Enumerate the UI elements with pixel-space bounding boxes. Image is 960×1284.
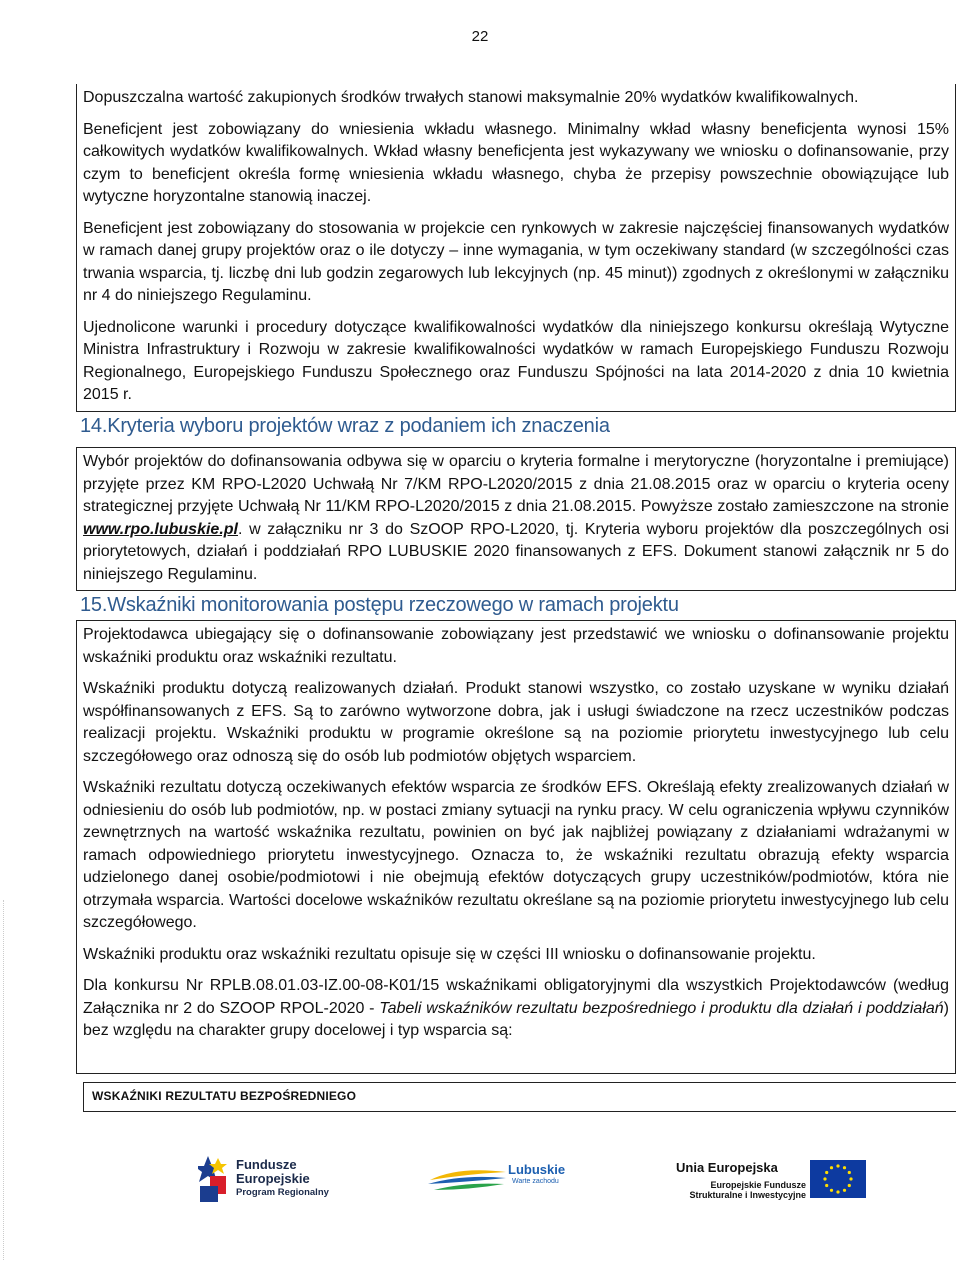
fe-line2: Europejskie bbox=[236, 1171, 310, 1186]
fe-star-icon bbox=[198, 1154, 232, 1204]
eligibility-box bbox=[76, 84, 956, 412]
eu-line2: Strukturalne i Inwestycyjne bbox=[689, 1190, 806, 1200]
page-number: 22 bbox=[471, 28, 489, 45]
fe-text bbox=[236, 1158, 329, 1200]
table-header: WSKAŹNIKI REZULTATU BEZPOŚREDNIEGO bbox=[92, 1089, 357, 1103]
section-14-heading: 14.Kryteria wyboru projektów wraz z podaniem ich znaczenia bbox=[80, 415, 610, 437]
paragraph: Dopuszczalna wartość zakupionych środków trwałych stanowi maksymalnie 20% wydatków kwalifikowalnych. bbox=[83, 89, 859, 106]
lubuskie-wave-icon bbox=[428, 1162, 508, 1202]
rpo-website-link[interactable]: www.rpo.lubuskie.pl bbox=[83, 520, 238, 538]
lubuskie-logo bbox=[428, 1150, 588, 1210]
paragraph bbox=[83, 975, 949, 1043]
lubuskie-tagline: Warte zachodu bbox=[512, 1178, 559, 1185]
eu-title: Unia Europejska bbox=[676, 1160, 778, 1175]
paragraph: Wskaźniki rezultatu dotyczą oczekiwanych efektów wsparcia ze środków EFS. Określają efekty zrealizowanych działań w odniesieniu do osób lub podmiotów, np. w postaci zmiany sytuacji na rynku pracy. W celu ograniczenia wpływu czynników zewnętrznych na wartość wskaźnika rezultatu, powinien on być jak najbliżej powiązany z działaniami wdrażanymi w ramach odpowiedniego priorytetu inwestycyjnego. Oznacza to, że wskaźniki rezultatu obrazują efekty wsparcia udzielonego danej osobie/podmiotowi i nie obejmują efektów dotyczących grupy uczestników/podmiotów, która nie otrzymała wsparcia. Wartości docelowe wskaźników rezultatu określane są na poziomie priorytetu inwestycyjnego lub celu szczegółowego. bbox=[83, 779, 949, 931]
text-segment: Dla konkursu Nr RPLB.08.01.03-IZ.00-08-K01/15 wskaźnikami obligatoryjnymi dla wszystkich Projektodawców (według Załącznika nr 2 do SZOOP RPOL-2020 - bbox=[83, 977, 949, 1017]
section-14-box bbox=[76, 447, 956, 591]
paragraph: Beneficjent jest zobowiązany do wniesienia wkładu własnego. Minimalny wkład własny beneficjenta wynosi 15% całkowitych wydatków kwalifikowalnych. Wkład własny beneficjenta jest wykazywany we wniosku o dofinansowanie, przy czym to beneficjent określa formę wniesienia wkładu własnego, chyba że przepisy powszechnie obowiązujące lub wytyczne horyzontalne stanowią inaczej. bbox=[83, 120, 949, 205]
eu-logo bbox=[660, 1150, 860, 1210]
paragraph: Beneficjent jest zobowiązany do stosowania w projekcie cen rynkowych w zakresie najczęściej finansowanych wydatków w ramach danej grupy projektów oraz o ile dotyczy – inne wymagania, w tym oczekiwany standard (w szczególności czas trwania wsparcia, tj. liczbę dni lub godzin zegarowych lub lekcyjnych (np. 45 minut)) zgodnych z określonymi w załączniku nr 4 do niniejszego Regulaminu. bbox=[83, 219, 949, 304]
paragraph: Projektodawca ubiegający się o dofinansowanie zobowiązany jest przedstawić we wniosku o dofinansowanie projektu wskaźniki produktu oraz wskaźniki rezultatu. bbox=[83, 626, 949, 666]
text-segment: . w załączniku nr 3 do SzOOP RPO-L2020, tj. Kryteria wyboru projektów dla poszczególnych osi priorytetowych, działań i poddziałań RPO LUBUSKIE 2020 finansowanych z EFS. Dokument stanowi załącznik nr 5 do niniejszego Regulaminu. bbox=[83, 520, 949, 583]
lubuskie-name: Lubuskie bbox=[508, 1162, 566, 1177]
eu-flag-icon bbox=[810, 1160, 866, 1198]
eu-stars-icon bbox=[810, 1160, 866, 1198]
fe-line3: Program Regionalny bbox=[236, 1187, 329, 1198]
paragraph bbox=[83, 451, 949, 586]
eu-line1: Europejskie Fundusze bbox=[710, 1180, 806, 1190]
footer-logos bbox=[0, 1150, 960, 1220]
section-15-heading: 15.Wskaźniki monitorowania postępu rzeczowego w ramach projektu bbox=[80, 594, 679, 616]
result-indicators-table bbox=[83, 1082, 956, 1112]
scan-margin-dots bbox=[3, 900, 8, 1260]
italic-segment: Tabeli wskaźników rezultatu bezpośredniego i produktu dla działań i poddziałań bbox=[379, 999, 944, 1017]
text-segment: Wybór projektów do dofinansowania odbywa się w oparciu o kryteria formalne i merytoryczne (horyzontalne i premiujące) przyjęte przez KM RPO-L2020 Uchwałą Nr 7/KM RPO-L2020/2015 z dnia 21.08.2015 oraz w oparciu o kryteria oceny strategicznej przyjęte Uchwałą Nr 11/KM RPO-L2020/2015 z dnia 21.08.2015. Powyższe zostało zamieszczone na stronie bbox=[83, 453, 949, 515]
fe-line1: Fundusze bbox=[236, 1157, 297, 1172]
paragraph: Ujednolicone warunki i procedury dotyczące kwalifikowalności wydatków dla niniejszego konkursu określają Wytyczne Ministra Infrastruktury i Rozwoju w zakresie kwalifikowalności wydatków w ramach Europejskiego Funduszu Rozwoju Regionalnego, Europejskiego Funduszu Społecznego oraz Funduszu Spójności na lata 2014-2020 z dnia 10 kwietnia 2015 r. bbox=[83, 318, 949, 403]
paragraph: Wskaźniki produktu dotyczą realizowanych działań. Produkt stanowi wszystko, co zostało uzyskane w wyniku działań współfinansowanych z EFS. Są to zarówno wytworzone dobra, jak i usługi świadczone na rzecz uczestników podczas realizacji projektu. Wskaźniki produktu w programie określone są na poziomie priorytetu inwestycyjnego lub celu szczegółowego oraz odnoszą się do osób lub podmiotów objętych wsparciem. bbox=[83, 680, 949, 765]
paragraph: Wskaźniki produktu oraz wskaźniki rezultatu opisuje się w części III wniosku o dofinansowanie projektu. bbox=[83, 945, 816, 963]
eu-subtitle bbox=[660, 1180, 806, 1200]
fundusze-europejskie-logo bbox=[198, 1150, 358, 1210]
text-segment: ) bez względu na charakter grupy docelowej i typ wsparcia są: bbox=[83, 999, 949, 1039]
section-15-box bbox=[76, 620, 956, 1074]
